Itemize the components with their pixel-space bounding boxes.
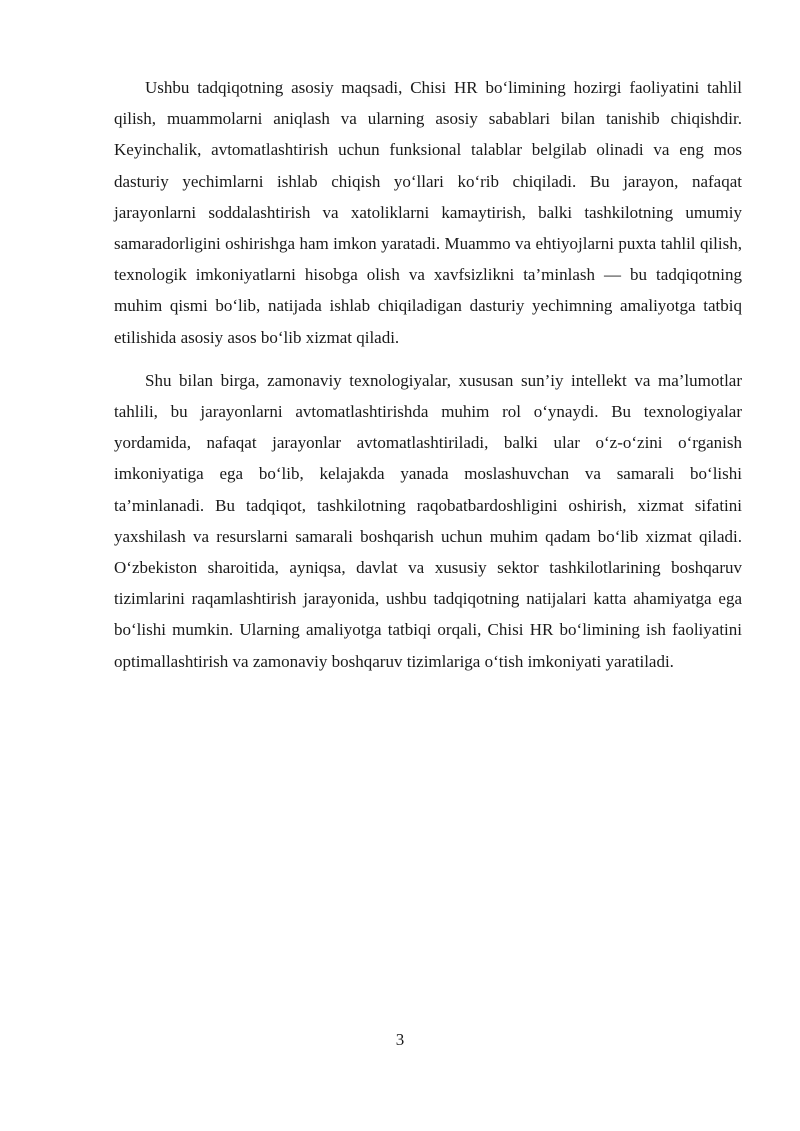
body-text	[114, 72, 742, 689]
page-number: 3	[395, 1030, 405, 1049]
paragraph-1: Ushbu tadqiqotning asosiy maqsadi, Chisi HR bo‘limining hozirgi faoliyatini tahlil qilish, muammolarni aniqlash va ularning asosiy sabablari bilan tanishib chiqishdir. Keyinchalik, avtomatlashtirish uchun funksional talablar belgilab olinadi va eng mos dasturiy yechimlarni ishlab chiqish yo‘llari ko‘rib chiqiladi. Bu jarayon, nafaqat jarayonlarni soddalashtirish va xatoliklarni kamaytirish, balki tashkilotning umumiy samaradorligini oshirishga ham imkon yaratadi. Muammo va ehtiyojlarni puxta tahlil qilish, texnologik imkoniyatlarni hisobga olish va xavfsizlikni ta’minlash — bu tadqiqotning muhim qismi bo‘lib, natijada ishlab chiqiladigan dasturiy yechimning amaliyotga tatbiq etilishida asosiy asos bo‘lib xizmat qiladi.	[114, 78, 742, 347]
paragraph-2: Shu bilan birga, zamonaviy texnologiyalar, xususan sun’iy intellekt va ma’lumotlar tahlili, bu jarayonlarni avtomatlashtirishda muhim rol o‘ynaydi. Bu texnologiyalar yordamida, nafaqat jarayonlar avtomatlashtiriladi, balki ular o‘z-o‘zini o‘rganish imkoniyatiga ega bo‘lib, kelajakda yanada moslashuvchan va samarali bo‘lishi ta’minlanadi. Bu tadqiqot, tashkilotning raqobatbardoshligini oshirish, xizmat sifatini yaxshilash va resurslarni samarali boshqarish uchun muhim qadam bo‘lib xizmat qiladi. O‘zbekiston sharoitida, ayniqsa, davlat va xususiy sektor tashkilotlarining boshqaruv tizimlarini raqamlashtirish jarayonida, ushbu tadqiqotning natijalari katta ahamiyatga ega bo‘lishi mumkin. Ularning amaliyotga tatbiqi orqali, Chisi HR bo‘limining ish faoliyatini optimallashtirish va zamonaviy boshqaruv tizimlariga o‘tish imkoniyati yaratiladi.	[114, 370, 742, 671]
